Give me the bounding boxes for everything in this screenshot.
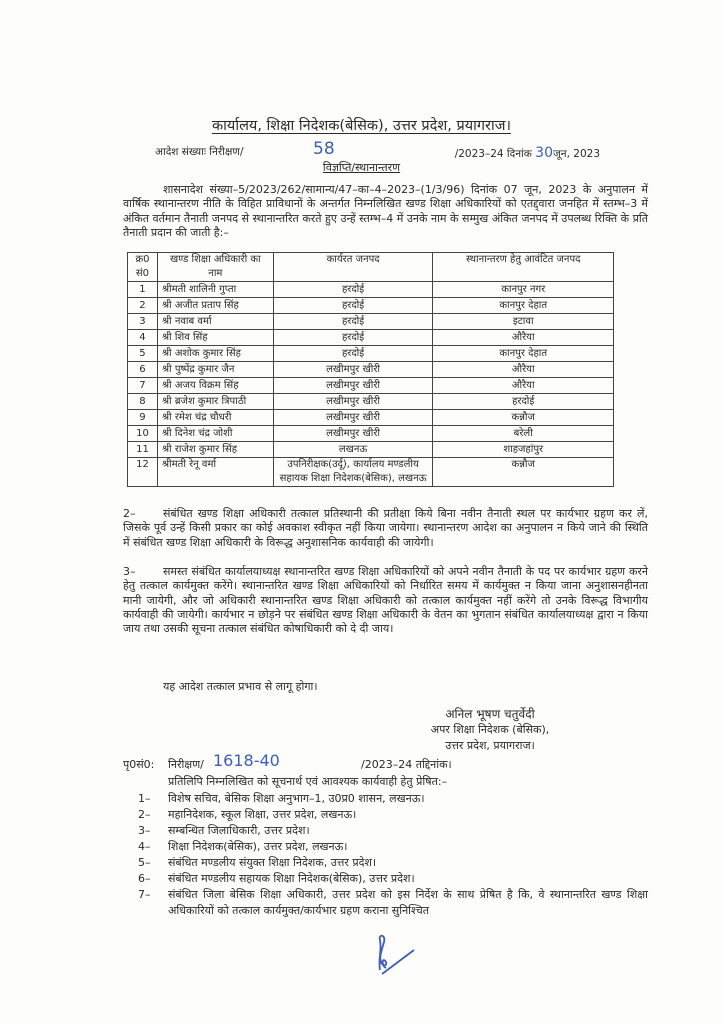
table-row: 5 श्री अशोक कुमार सिंह हरदोई कानपुर देहात [128,346,614,362]
table-row: 7 श्री अजय विक्रम सिंह लखीमपुर खीरी औरैया [128,378,614,394]
table-row: 1 श्रीमती शालिनी गुप्ता हरदोई कानपुर नगर [128,282,614,298]
copy-ref: निरीक्षण/ [168,758,204,771]
table-row: 12 श्रीमती रेनू वर्मा उपनिरीक्षक(उर्दू), कार्यालय मण्डलीय सहायक शिक्षा निदेशक(बेसिक), लखनऊ कन्नौज [128,458,614,487]
copy-reference-line [123,751,623,772]
transfer-table [127,252,614,487]
copy-date: /2023–24 तद्दिनांक। [361,758,452,771]
list-item: 7– संबंधित जिला बेसिक शिक्षा अधिकारी, उत्तर प्रदेश को इस निर्देश के साथ प्रेषित है कि, वे स्थानान्तरित खण्ड शिक्षा अधिकारियों को तत्काल कार्यमुक्त/कार्यभार ग्रहण कराना सुनिश्चित [138,888,648,917]
order-number-label: आदेश संख्याः निरीक्षण/ [155,146,244,158]
list-item: 6– संबंधित मण्डलीय सहायक शिक्षा निदेशक(बेसिक), उत्तर प्रदेश। [138,872,415,885]
header-sno: क्र0 सं0 [128,253,158,282]
para3-number: 3– [123,565,136,578]
table-row: 8 श्री ब्रजेश कुमार त्रिपाठी लखीमपुर खीरी हरदोई [128,394,614,410]
list-item: 3– सम्बन्धित जिलाधिकारी, उत्तर प्रदेश। [138,824,310,837]
table-row: 3 श्री नवाब वर्मा हरदोई इटावा [128,314,614,330]
handwritten-date-day: 30 [535,145,553,161]
table-row: 10 श्री दिनेश चंद्र जोशी लखीमपुर खीरी बरेली [128,426,614,442]
para2-number: 2– [123,507,136,520]
table-header-row [128,253,614,282]
para3-text: समस्त संबंधित कार्यालयाध्यक्ष स्थानान्तरित खण्ड शिक्षा अधिकारियों को अपने नवीन तैनाती के पद पर कार्यभार ग्रहण करने हेतु तत्काल कार्यमुक्त करेंगे। स्थानान्तरित खण्ड शिक्षा अधिकारियों को निर्धारित समय में कार्यमुक्त न किया जाना अनुशासनहीनता मानी जायेगी, और जो अधिकारी स्थानान्तरित खण्ड शिक्षा अधिकारी को तत्काल कार्यमुक्त नहीं करेंगे तो उनके विरूद्ध विभागीय कार्यवाही की जायेगी। कार्यभार न छोड़ने पर संबंधित खण्ड शिक्षा अधिकारी के वेतन का भुगतान संबंधित कार्यालयाध्यक्ष द्वारा न किया जाय तथा उसकी सूचना तत्काल संबंधित कोषाधिकारी को दे दी जाय। [123,565,648,636]
order-date: /2023–24 दिनांक 30जून, 2023 [454,145,600,161]
intro-paragraph: शासनादेश संख्या–5/2023/262/सामान्य/47–का–4–2023–(1/3/96) दिनांक 07 जून, 2023 के अनुपालन में वार्षिक स्थानान्तरण नीति के विहित प्राविधानों के अन्तर्गत निम्नलिखित खण्ड शिक्षा अधिकारियों को एतद्द्वारा जनहित में स्तम्भ–3 में अंकित वर्तमान तैनाती जनपद से स्थानान्तरित करते हुए उन्हें स्तम्भ–4 में उनके नाम के सम्मुख अंकित जनपद में उपलब्ध रिक्ति के प्रति तैनाती प्रदान की जाती है:– [123,183,648,239]
copy-intro: प्रतिलिपि निम्नलिखित को सूचनार्थ एवं आवश्यक कार्यवाही हेतु प्रेषित:– [168,775,448,788]
header-current-district: कार्यरत जनपद [273,253,433,282]
header-name: खण्ड शिक्षा अधिकारी का नाम [157,253,273,282]
para2-text: संबंधित खण्ड शिक्षा अधिकारी तत्काल प्रतिस्थानी की प्रतीक्षा किये बिना नवीन तैनाती स्थल पर कार्यभार ग्रहण कर लें, जिसके पूर्व उन्हें किसी प्रकार का कोई अवकाश स्वीकृत नहीं किया जायेगा। स्थानान्तरण आदेश का अनुपालन न किये जाने की स्थिति में संबंधित खण्ड शिक्षा अधिकारी के विरूद्ध अनुशासनिक कार्यवाही की जायेगी। [123,507,648,549]
copy-label: पृ0सं0: [123,758,155,771]
signatory-designation: अपर शिक्षा निदेशक (बेसिक), [430,723,550,736]
subject-heading: विज्ञप्ति/स्थानान्तरण [322,161,401,174]
table-row: 2 श्री अजीत प्रताप सिंह हरदोई कानपुर देहात [128,298,614,314]
list-item: 1– विशेष सचिव, बेसिक शिक्षा अनुभाग–1, उ0प्र0 शासन, लखनऊ। [138,792,425,805]
effect-line: यह आदेश तत्काल प्रभाव से लागू होगा। [163,680,318,693]
list-item: 5– संबंधित मण्डलीय संयुक्त शिक्षा निदेशक, उत्तर प्रदेश। [138,856,377,869]
signatory-name: अनिल भूषण चतुर्वेदी [445,707,535,721]
handwritten-order-number: 58 [313,139,335,159]
table-row: 9 श्री रमेश चंद्र चौधरी लखीमपुर खीरी कन्नौज [128,410,614,426]
list-item: 2– महानिदेशक, स्कूल शिक्षा, उत्तर प्रदेश, लखनऊ। [138,808,357,821]
table-row: 11 श्री राजेश कुमार सिंह लखनऊ शाहजहांपुर [128,442,614,458]
handwritten-copy-number: 1618-40 [213,751,280,770]
signature-mark-icon [368,930,428,980]
list-item: 4– शिक्षा निदेशक(बेसिक), उत्तर प्रदेश, लखनऊ। [138,840,348,853]
signatory-location: उत्तर प्रदेश, प्रयागराज। [445,739,535,752]
office-title: कार्यालय, शिक्षा निदेशक(बेसिक), उत्तर प्रदेश, प्रयागराज। [212,118,511,134]
table-row: 4 श्री शिव सिंह हरदोई औरैया [128,330,614,346]
table-row: 6 श्री पुष्पेंद्र कुमार जैन लखीमपुर खीरी औरैया [128,362,614,378]
recipient-list [138,791,648,919]
header-allotted-district: स्थानान्तरण हेतु आवंटित जनपद [433,253,614,282]
